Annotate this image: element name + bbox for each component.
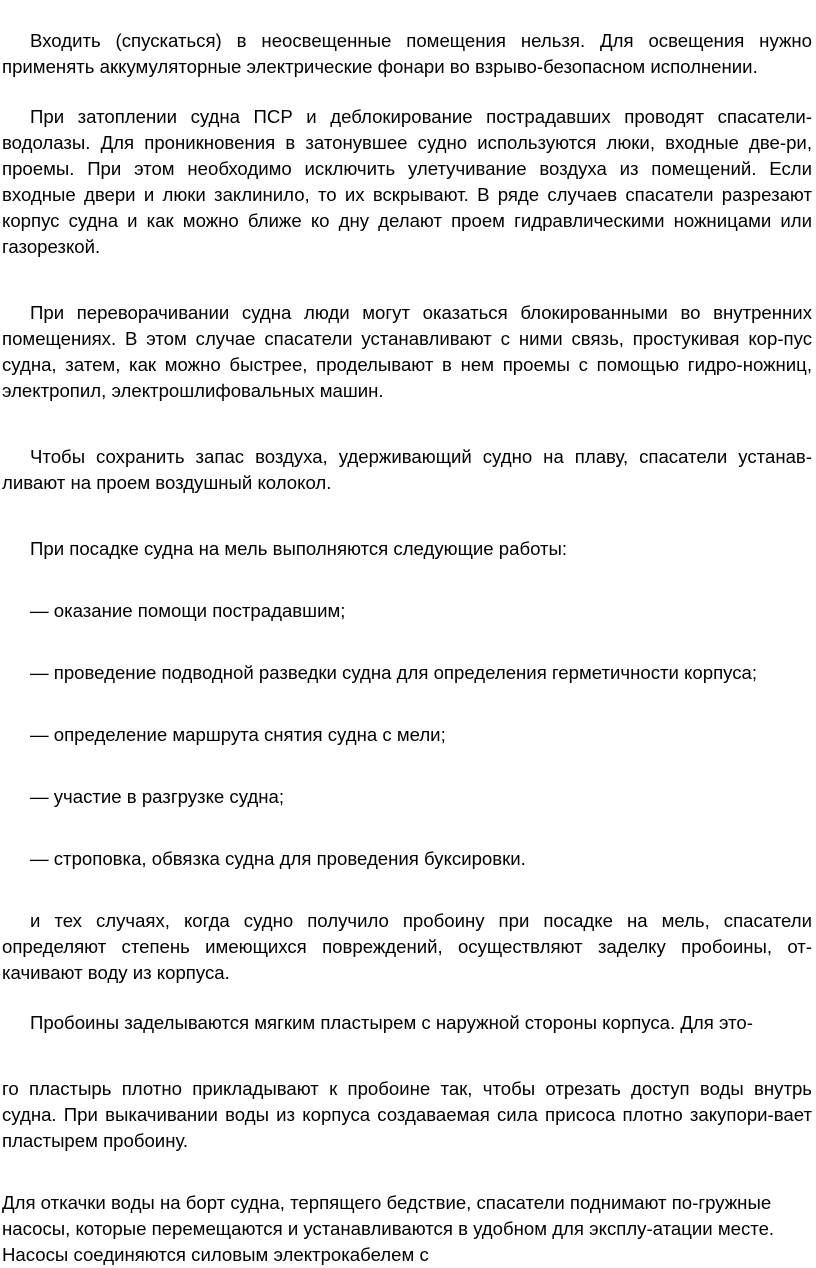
paragraph-grounding-intro: При посадке судна на мель выполняются следующие работы: — [30, 538, 568, 559]
list-item-reconnaissance: — проведение подводной разведки судна для определения герметичности корпуса; — [30, 662, 758, 683]
list-item-towing: — строповка, обвязка судна для проведения буксировки. — [30, 848, 526, 869]
list-item-unloading: — участие в разгрузке судна; — [30, 786, 285, 807]
paragraph-patch-start: Пробоины заделываются мягким пластырем с наружной стороны корпуса. Для это- — [30, 1012, 753, 1033]
list-item-help: — оказание помощи пострадавшим; — [30, 600, 346, 621]
paragraph-capsizing: При переворачивании судна люди могут оказаться блокированными во внутренних помещениях. В этом случае спасатели устанавливают с ними связь, простукивая кор-пус судна, затем, как можно быстрее, проделывают в нем проемы с помощью гидро-ножниц, электропил, электрошлифовальных машин. — [2, 302, 812, 401]
list-item-route: — определение маршрута снятия судна с мели; — [30, 724, 446, 745]
paragraph-patch-continued: го пластырь плотно прикладывают к пробоине так, чтобы отрезать доступ воды внутрь судна. При выкачивании воды из корпуса создаваемая сила присоса плотно закупори-вает пластырем пробоину. — [2, 1078, 812, 1151]
paragraph-lighting: Входить (спускаться) в неосвещенные помещения нельзя. Для освещения нужно применять аккумуляторные электрические фонари во взрыво-безопасном исполнении. — [2, 30, 812, 77]
paragraph-breach: и тех случаях, когда судно получило пробоину при посадке на мель, спасатели определяют степень имеющихся повреждений, осуществляют заделку пробоины, от-качивают воду из корпуса. — [2, 910, 812, 983]
paragraph-air-bell: Чтобы сохранить запас воздуха, удерживающий судно на плаву, спасатели устанав-ливают на проем воздушный колокол. — [2, 446, 812, 493]
paragraph-pumps: Для откачки воды на борт судна, терпящего бедствие, спасатели поднимают по-гружные насосы, которые перемещаются и устанавливаются в удобном для эксплу-атации месте. Насосы соединяются силовым электрокабелем с — [2, 1192, 775, 1265]
paragraph-flooding: При затоплении судна ПСР и деблокирование пострадавших проводят спасатели-водолазы. Для проникновения в затонувшее судно используются люки, входные две-ри, проемы. При этом необходимо исключить улетучивание воздуха из помещений. Если входные двери и люки заклинило, то их вскрывают. В ряде случаев спасатели разрезают корпус судна и как можно ближе ко дну делают проем гидравлическими ножницами или газорезкой. — [2, 106, 812, 257]
